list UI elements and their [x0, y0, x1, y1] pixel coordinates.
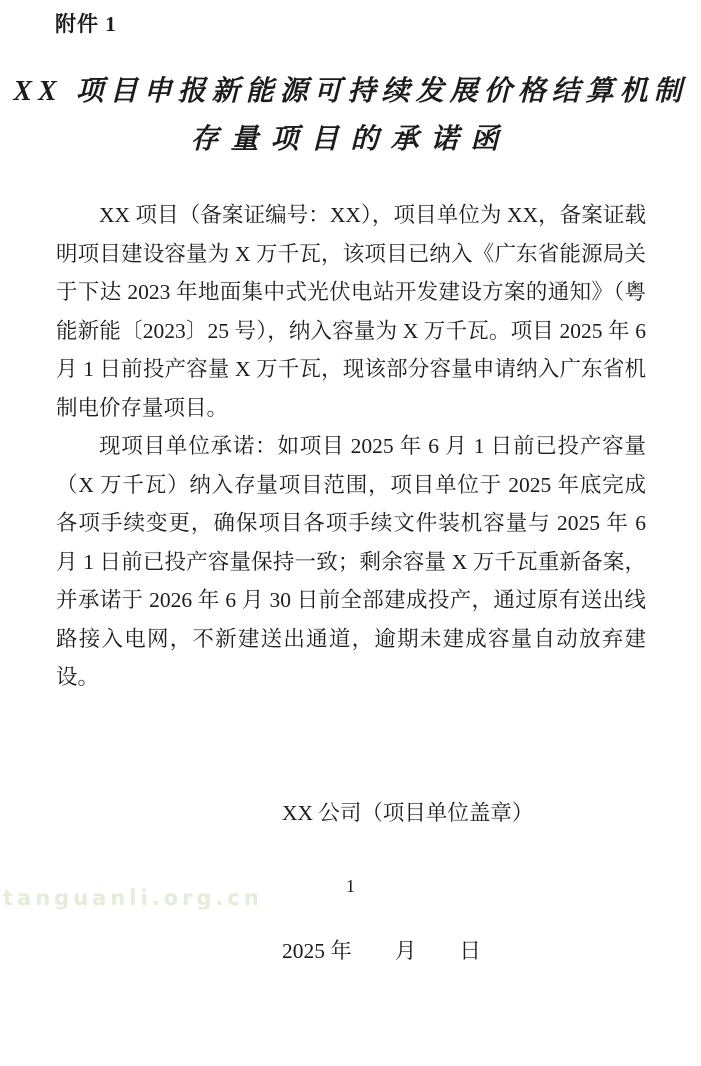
signature-date-line: 2025 年 月 日	[282, 939, 481, 963]
document-body	[56, 196, 646, 697]
page-number: 1	[346, 876, 355, 896]
document-title-line1: XX 项目申报新能源可持续发展价格结算机制	[13, 76, 688, 107]
document-title-line2: 存量项目的承诺函	[190, 124, 511, 155]
signature-company-line: XX 公司（项目单位盖章）	[282, 801, 534, 825]
attachment-label: 附件 1	[55, 12, 117, 36]
document-title	[0, 68, 701, 164]
body-paragraph-2: 现项目单位承诺：如项目 2025 年 6 月 1 日前已投产容量（X 万千瓦）纳入存量项目范围，项目单位于 2025 年底完成各项手续变更，确保项目各项手续文件装机容量与 2025 年 6 月 1 日前已投产容量保持一致；剩余容量 X 万千瓦重新备案，并承诺于 2026 年 6 月 30 日前全部建成投产，通过原有送出线路接入电网，不新建送出通道，逾期未建成容量自动放弃建设。	[56, 434, 646, 689]
body-paragraph-1: XX 项目（备案证编号：XX），项目单位为 XX，备案证载明项目建设容量为 X 万千瓦，该项目已纳入《广东省能源局关于下达 2023 年地面集中式光伏电站开发建设方案的通知》（粤能新能〔2023〕25 号），纳入容量为 X 万千瓦。项目 2025 年 6 月 1 日前投产容量 X 万千瓦，现该部分容量申请纳入广东省机制电价存量项目。	[56, 203, 646, 420]
watermark-text: tanguanli.org.cn	[3, 886, 263, 910]
